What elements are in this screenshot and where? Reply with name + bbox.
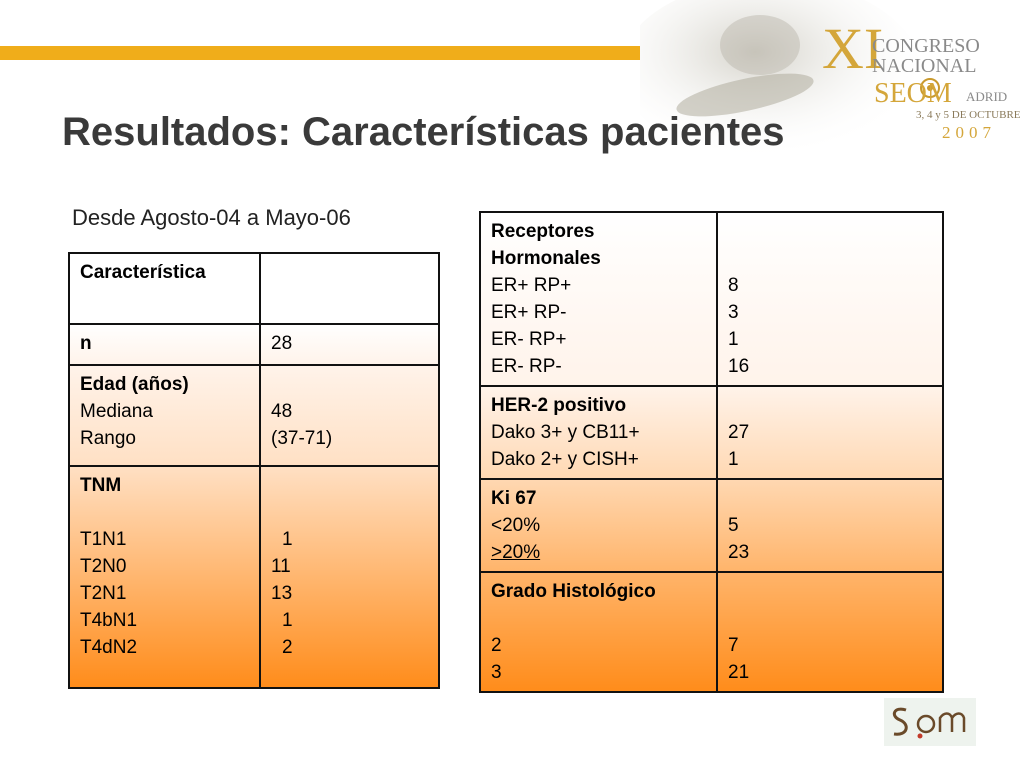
table-row <box>69 466 439 688</box>
row-label: Receptores <box>491 221 595 242</box>
row-value: 2 <box>282 637 293 658</box>
row-value: 7 <box>728 635 739 656</box>
nacional-text: NACIONAL <box>872 55 977 77</box>
row-value: 1 <box>728 449 739 470</box>
row-value: 5 <box>728 515 739 536</box>
label-cell <box>69 365 260 466</box>
table-header-row <box>69 253 439 324</box>
table-row <box>480 572 943 692</box>
row-sublabel: 2 <box>491 635 502 656</box>
table-row <box>480 386 943 479</box>
value-cell <box>260 466 439 688</box>
row-value: 1 <box>282 610 293 631</box>
label-cell <box>480 212 717 386</box>
row-value: 11 <box>271 556 291 577</box>
markers-table <box>479 211 944 693</box>
row-sublabel: T2N1 <box>80 583 127 604</box>
row-value: 16 <box>728 356 750 377</box>
row-value: 1 <box>282 529 293 550</box>
label-cell <box>69 466 260 688</box>
row-value: 8 <box>728 275 739 296</box>
row-value: 48 <box>271 401 293 422</box>
row-sublabel: T2N0 <box>80 556 127 577</box>
row-sublabel: 3 <box>491 662 502 683</box>
header-value-cell <box>260 253 439 324</box>
row-value: 21 <box>728 662 750 683</box>
seom-logo-icon <box>884 698 976 746</box>
characteristics-table <box>68 252 440 689</box>
row-sublabel: ER+ RP- <box>491 302 567 323</box>
row-sublabel: <20% <box>491 515 541 536</box>
row-sublabel: ER- RP- <box>491 356 562 377</box>
row-value: 1 <box>728 329 739 350</box>
row-label: HER-2 positivo <box>491 395 627 416</box>
label-cell <box>480 479 717 572</box>
row-sublabel: ER- RP+ <box>491 329 567 350</box>
label-cell <box>480 572 717 692</box>
table-row <box>69 324 439 365</box>
row-value: 27 <box>728 422 750 443</box>
table-row <box>480 479 943 572</box>
slide-title: Resultados: Características pacientes <box>62 110 785 154</box>
row-sublabel: Rango <box>80 428 136 449</box>
date-range-subtitle: Desde Agosto-04 a Mayo-06 <box>72 205 351 230</box>
label-cell <box>69 324 260 365</box>
row-sublabel: ER+ RP+ <box>491 275 572 296</box>
congreso-text: CONGRESO <box>872 35 980 57</box>
value-cell <box>717 212 943 386</box>
value-cell <box>260 365 439 466</box>
header-label-cell <box>69 253 260 324</box>
row-label: Edad (años) <box>80 374 189 395</box>
row-sublabel: >20% <box>491 542 541 563</box>
seom-text: SEOM <box>874 78 952 109</box>
row-label: Grado Histológico <box>491 581 656 602</box>
row-value: (37-71) <box>271 428 333 449</box>
row-label: TNM <box>80 475 122 496</box>
row-label: n <box>80 333 92 354</box>
table-row <box>480 212 943 386</box>
row-sublabel: Dako 3+ y CB11+ <box>491 422 640 443</box>
row-value: 23 <box>728 542 750 563</box>
row-value: 28 <box>271 333 293 354</box>
row-label: Ki 67 <box>491 488 537 509</box>
row-value: 3 <box>728 302 739 323</box>
value-cell <box>260 324 439 365</box>
value-cell <box>717 572 943 692</box>
table-row <box>69 365 439 466</box>
madrid-text: ADRID <box>966 89 1008 104</box>
year-text: 2007 <box>942 123 996 142</box>
value-cell <box>717 479 943 572</box>
row-sublabel: T4dN2 <box>80 637 138 658</box>
row-sublabel: Mediana <box>80 401 153 422</box>
dates-text: 3, 4 y 5 DE OCTUBRE <box>916 109 1021 121</box>
header-label: Característica <box>80 262 206 283</box>
roman-numeral-text: XI <box>822 16 884 81</box>
row-sublabel: T1N1 <box>80 529 127 550</box>
seom-footer-logo <box>884 698 976 746</box>
label-cell <box>480 386 717 479</box>
row-sublabel: T4bN1 <box>80 610 138 631</box>
row-sublabel: Dako 2+ y CISH+ <box>491 449 639 470</box>
row-value: 13 <box>271 583 293 604</box>
value-cell <box>717 386 943 479</box>
row-label: Hormonales <box>491 248 601 269</box>
